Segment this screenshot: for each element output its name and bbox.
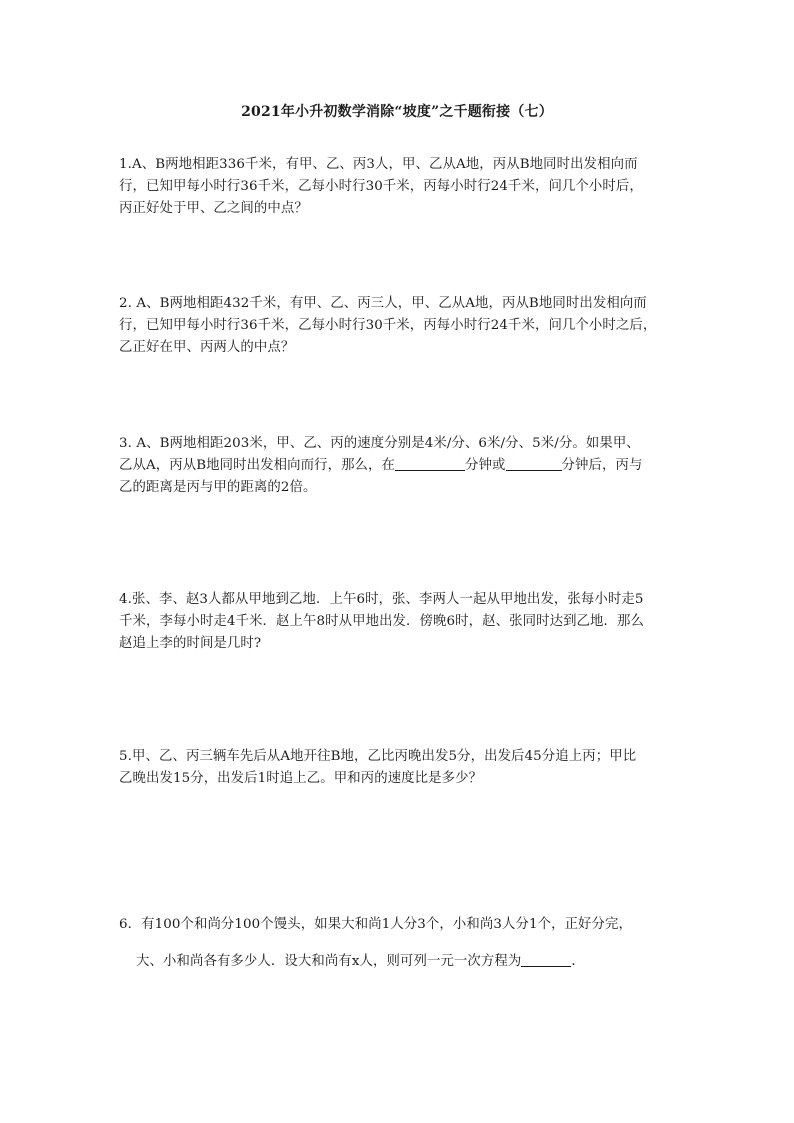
problem-1-line-1: 1.A、B两地相距336千米，有甲、乙、丙3人，甲、乙从A地，丙从B地同时出发相向而 [119,157,638,172]
page-title: 2021年小升初数学消除“坡度”之千题衔接（七） [241,104,553,120]
problem-2-line-2: 行，已知甲每小时行36千米，乙每小时行30千米，丙每小时行24千米，问几个小时之后， [119,318,657,333]
problem-6-line-2-part-b: ． [571,954,585,969]
problem-5-line-1: 5.甲、乙、丙三辆车先后从A地开往B地，乙比丙晚出发5分，出发后45分追上丙；甲比 [119,749,637,764]
problem-4 [119,589,687,655]
problem-3-line-2-part-a: 乙从A，丙从B地同时出发相向而行，那么，在 [119,458,396,473]
problem-2-line-1: 2. A、B两地相距432千米，有甲、乙、丙三人，甲、乙从A地，丙从B地同时出发相向而 [119,296,647,311]
answer-blank-1[interactable] [395,456,465,471]
problem-1-line-3: 丙正好处于甲、乙之间的中点？ [119,201,308,216]
problem-3-line-1: 3. A、B两地相距203米，甲、乙、丙的速度分别是4米/分、6米/分、5米/分。如果甲、 [119,436,640,451]
problem-3-line-2-part-b: 分钟或 [465,458,506,473]
problem-4-line-2: 千米，李每小时走4千米．赵上午8时从甲地出发．傍晚6时，赵、张同时达到乙地．那么 [119,614,645,629]
problem-6 [119,906,687,980]
problem-5 [119,746,687,790]
problem-6-line-2-part-a: 大、小和尚各有多少人．设大和尚有x人，则可列一元一次方程为 [136,954,522,969]
problem-4-line-1: 4.张、李、赵3人都从甲地到乙地．上午6时，张、李两人一起从甲地出发，张每小时走5 [119,592,644,607]
problem-3-line-3: 乙的距离是丙与甲的距离的2倍。 [119,480,317,495]
problem-3-line-2-part-c: 分钟后，丙与 [561,458,643,473]
problem-6-line-2 [119,943,687,980]
problem-5-line-2: 乙晚出发15分，出发后1时追上乙。甲和丙的速度比是多少？ [119,771,483,786]
answer-blank-2[interactable] [506,456,562,471]
problem-3-line-2 [119,455,687,477]
problem-1-line-2: 行，已知甲每小时行36千米，乙每小时行30千米，丙每小时行24千米，问几个小时后， [119,179,643,194]
problem-1 [119,154,687,220]
problem-2 [119,293,687,359]
problem-3 [119,433,687,499]
problem-4-line-3: 赵追上李的时间是几时? [119,636,262,651]
answer-blank-3[interactable] [521,952,571,967]
problem-2-line-3: 乙正好在甲、丙两人的中点？ [119,340,295,355]
problem-6-line-1: 6．有100个和尚分100个馒头，如果大和尚1人分3个，小和尚3人分1个，正好分完， [119,917,633,932]
